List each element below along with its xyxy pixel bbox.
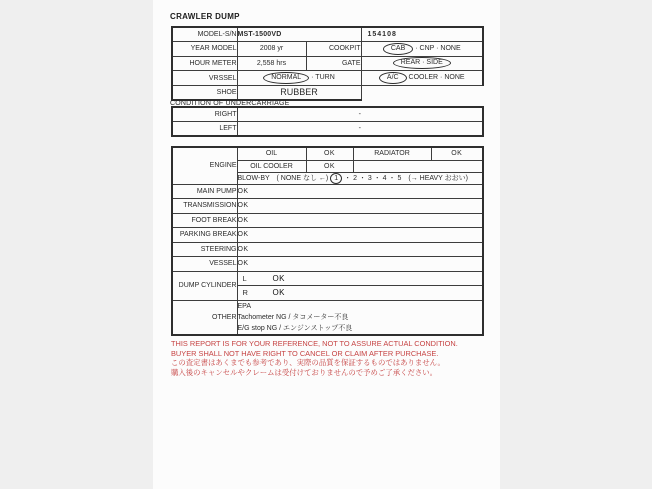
table-row <box>172 242 483 257</box>
undercarriage-left-label: LEFT <box>172 122 237 137</box>
dump-cylinder-left-row <box>172 271 483 286</box>
disclaimer-line: この査定書はあくまでも参考であり、実際の品質を保証するものではありません。 <box>171 358 445 367</box>
oil-cooler-label: OIL COOLER <box>237 160 306 172</box>
disclaimer-line: BUYER SHALL NOT HAVE RIGHT TO CANCEL OR CLAIM AFTER PURCHASE. <box>171 348 439 358</box>
blowby-suffix: ・ 2 ・ 3 ・ 4 ・ 5 (→ HEAVY おおい) <box>344 174 468 182</box>
blowby-selected-circle: 1 <box>330 173 342 184</box>
other-note-line: Tachometer NG / タコメーター不良 <box>237 313 349 321</box>
engine-empty-cell <box>353 160 483 172</box>
ac-selected-circle: A/C <box>379 72 407 84</box>
other-row <box>172 300 483 335</box>
undercarriage-right-value: - <box>237 107 483 122</box>
blowby-prefix: BLOW-BY ( NONE なし ←) <box>237 174 329 182</box>
parking-break-label: PARKING BREAK <box>172 228 237 243</box>
table-row <box>172 184 483 199</box>
serial-value: 154108 <box>361 27 483 42</box>
vessel-other-options: · TURN <box>311 74 335 82</box>
vessel-options <box>237 71 361 86</box>
other-note-line: EPA <box>237 302 251 310</box>
ac-other-options: COOLER · NONE <box>408 74 465 82</box>
undercarriage-right-label: RIGHT <box>172 107 237 122</box>
undercarriage-table <box>171 106 484 137</box>
condition-table <box>171 146 484 336</box>
shoe-row-empty-area <box>361 85 483 100</box>
cockpit-label: COOKPIT <box>306 42 361 57</box>
dump-cylinder-right-cell <box>237 286 483 301</box>
oil-cooler-value: OK <box>306 160 353 172</box>
table-row <box>172 122 483 137</box>
gate-options <box>361 56 483 71</box>
other-label: OTHER <box>172 300 237 335</box>
blowby-scale <box>237 172 483 184</box>
table-row <box>172 199 483 214</box>
table-row <box>172 213 483 228</box>
table-row <box>172 107 483 122</box>
dump-cylinder-right-value: OK <box>272 288 285 298</box>
vessel-label: VRSSEL <box>172 71 237 86</box>
table-row <box>172 257 483 272</box>
foot-break-label: FOOT BREAK <box>172 213 237 228</box>
disclaimer-line: 購入後のキャンセルやクレームは受付けておりませんので予めご了承ください。 <box>171 367 438 377</box>
other-notes <box>237 300 483 335</box>
main-pump-label: MAIN PUMP <box>172 184 237 199</box>
engine-oil-value: OK <box>306 147 353 160</box>
ac-options <box>361 71 483 86</box>
shoe-label: SHOE <box>172 85 237 100</box>
engine-oil-row <box>172 147 483 160</box>
main-pump-value: OK <box>237 184 483 199</box>
hour-meter-value: 2,558 hrs <box>237 56 306 71</box>
dump-cylinder-right-side: R <box>242 288 248 298</box>
disclaimer-line: THIS REPORT IS FOR YOUR REFERENCE, NOT TO ASSURE ACTUAL CONDITION. <box>171 339 458 348</box>
shoe-row <box>172 85 483 100</box>
foot-break-value: OK <box>237 213 483 228</box>
cockpit-selected-circle: CAB <box>383 43 413 55</box>
dump-cylinder-left-side: L <box>242 273 247 283</box>
disclaimer-block <box>171 339 483 377</box>
gate-selected-circle: REAR · SIDE <box>393 57 451 69</box>
engine-oil-label: OIL <box>237 147 306 160</box>
dump-cylinder-left-value: OK <box>272 273 285 283</box>
radiator-label: RADIATOR <box>353 147 431 160</box>
year-row <box>172 42 483 57</box>
year-value: 2008 yr <box>237 42 306 57</box>
radiator-value: OK <box>431 147 483 160</box>
steering-label: STEERING <box>172 242 237 257</box>
vessel-condition-label: VESSEL <box>172 257 237 272</box>
dump-cylinder-left-cell <box>237 271 483 286</box>
model-row <box>172 27 483 42</box>
engine-label: ENGINE <box>172 147 237 184</box>
model-value: MST-1500VD <box>237 27 361 42</box>
hour-meter-label: HOUR METER <box>172 56 237 71</box>
vessel-row <box>172 71 483 86</box>
vessel-selected-circle: NORMAL <box>263 72 309 84</box>
undercarriage-left-value: - <box>237 122 483 137</box>
undercarriage-section-title: CONDITION OF UNDERCARRIAGE <box>170 100 290 107</box>
vessel-condition-value: OK <box>237 257 483 272</box>
year-label: YEAR MODEL <box>172 42 237 57</box>
model-label: MODEL-S/N <box>172 27 237 42</box>
table-row <box>172 228 483 243</box>
hour-row <box>172 56 483 71</box>
dump-cylinder-label: DUMP CYLINDER <box>172 271 237 300</box>
spec-table <box>171 26 484 101</box>
cockpit-options <box>361 42 483 57</box>
shoe-value: RUBBER <box>237 85 361 100</box>
other-note-line: E/G stop NG / エンジンストップ不良 <box>237 324 353 332</box>
gate-label: GATE <box>306 56 361 71</box>
cockpit-other-options: · CNP · NONE <box>415 44 461 52</box>
page-title: CRAWLER DUMP <box>170 12 240 21</box>
steering-value: OK <box>237 242 483 257</box>
parking-break-value: OK <box>237 228 483 243</box>
transmission-label: TRANSMISSION <box>172 199 237 214</box>
transmission-value: OK <box>237 199 483 214</box>
